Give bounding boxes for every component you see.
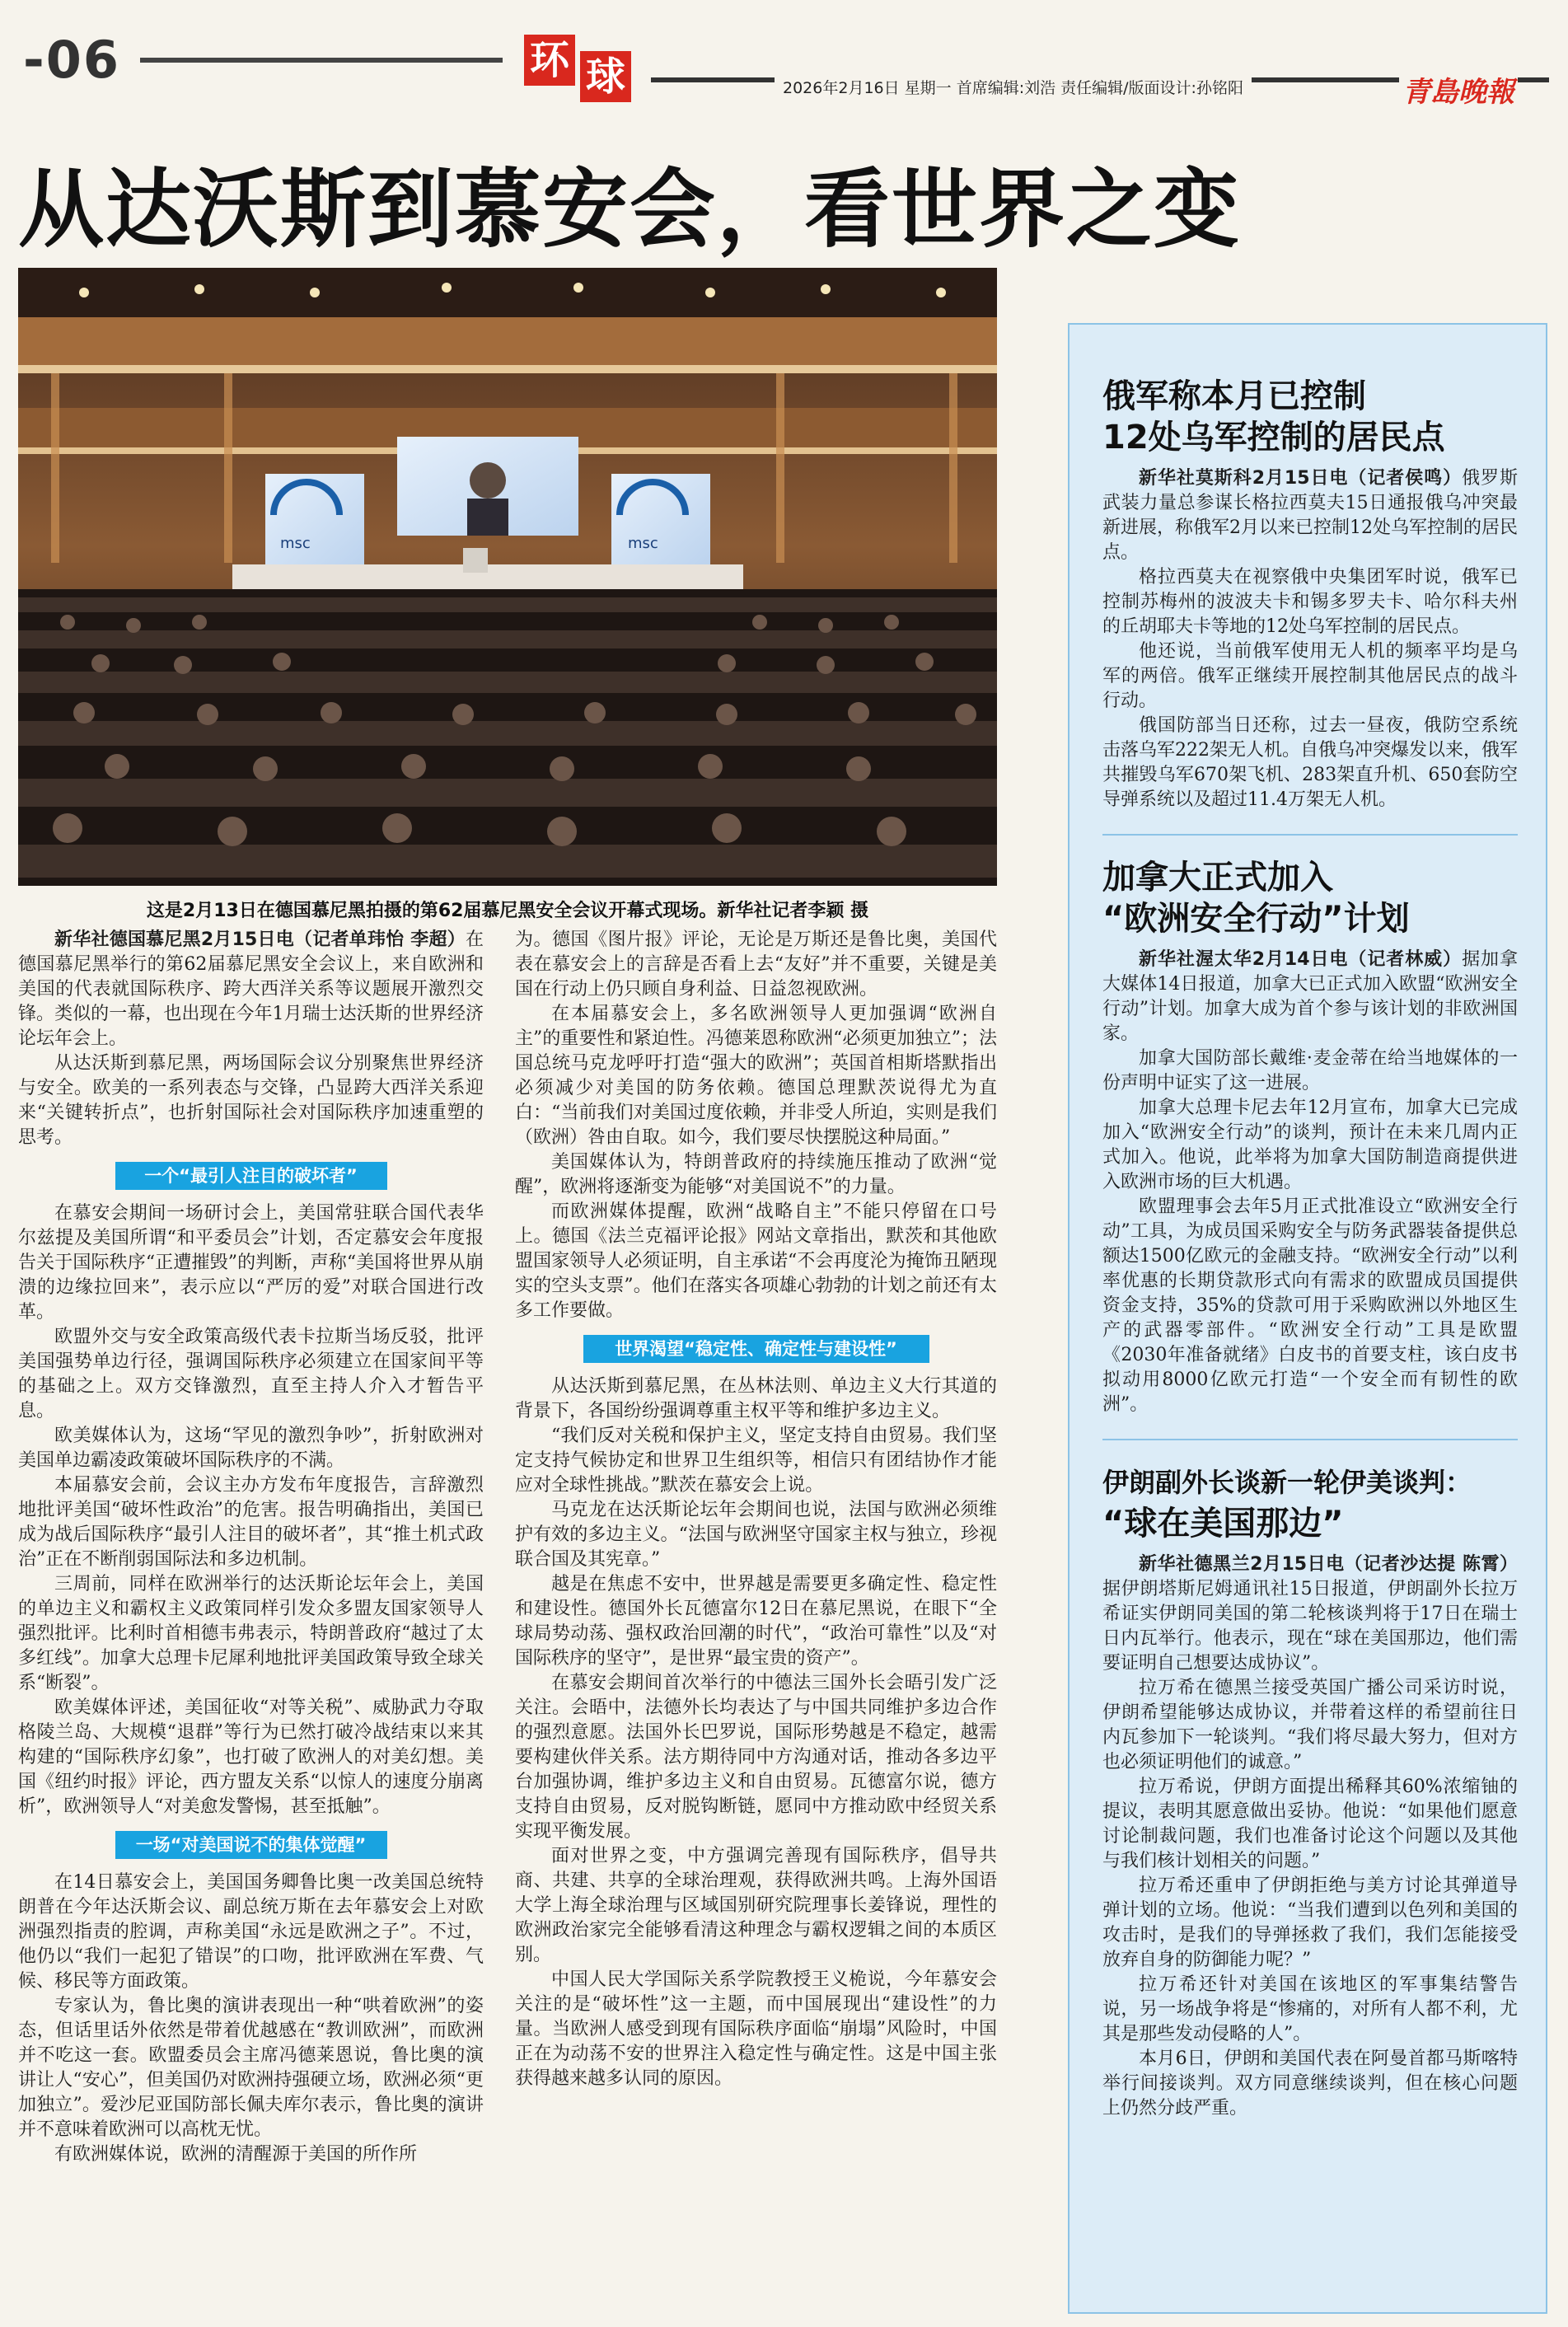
article-para: 越是在焦虑不安中，世界越是需要更多确定性、稳定性和建设性。德国外长瓦德富尔12日在慕尼黑说，在眼下“全球局势动荡、强权政治回潮的时代”，“政治可靠性”以及“对国际秩序的坚守”，是世界“最宝贵的资产”。 [515, 1574, 997, 1669]
masthead-logo: 青島晚報 [1399, 69, 1518, 110]
article-para: 在慕安会期间一场研讨会上，美国常驻联合国代表华尔兹提及美国所谓“和平委员会”计划，否定慕安会年度报告关于国际秩序“正遭摧毁”的判断，声称“美国将世界从崩溃的边缘拉回来”，表示应以“严厉的爱”对联合国进行改革。 [18, 1203, 484, 1323]
story-divider [1102, 834, 1518, 836]
article-para: 马克龙在达沃斯论坛年会期间也说，法国与欧洲必须维护有效的多边主义。“法国与欧洲坚守国家主权与独立，珍视联合国及其宪章。” [515, 1500, 997, 1570]
article-para: 欧美媒体评述，美国征收“对等关税”、威胁武力夺取格陵兰岛、大规模“退群”等行为已然打破冷战结束以来其构建的“国际秩序幻象”，也打破了欧洲人的对美幻想。美国《纽约时报》评论，西方盟友关系“以惊人的速度分崩离析”，欧洲领导人“对美愈发警惕，甚至抵触”。 [18, 1697, 484, 1817]
subheading-3: 世界渴望“稳定性、确定性与建设性” [583, 1335, 929, 1363]
article-para: 面对世界之变，中方强调完善现有国际秩序，倡导共商、共建、共享的全球治理观，获得欧洲共鸣。上海外国语大学上海全球治理与区域国别研究院理事长姜锋说，理性的欧洲政治家完全能够看清这种理念与霸权逻辑之间的本质区别。 [515, 1846, 997, 1965]
photo-caption: 这是2月13日在德国慕尼黑拍摄的第62届慕尼黑安全会议开幕式现场。新华社记者李颖 摄 [146, 901, 869, 921]
article-para: 欧盟外交与安全政策高级代表卡拉斯当场反驳，批评美国强势单边行径，强调国际秩序必须建立在国家间平等的基础之上。双方交锋激烈，直至主持人介入才暂告平息。 [18, 1327, 484, 1421]
article-para: 为。德国《图片报》评论，无论是万斯还是鲁比奥，美国代表在慕安会上的言辞是否看上去“友好”并不重要，关键是美国在行动上仍只顾自身利益、日益忽视欧洲。 [515, 929, 997, 1000]
section-char-1: 环 [524, 35, 575, 86]
page-headline: 从达沃斯到慕安会，看世界之变 [18, 159, 1242, 260]
issue-meta: 2026年2月16日 星期一 首席编辑:刘浩 责任编辑/版面设计:孙铭阳 [775, 76, 1252, 98]
article-para: 专家认为，鲁比奥的演讲表现出一种“哄着欧洲”的姿态，但话里话外依然是带着优越感在“教训欧洲”，而欧洲并不吃这一套。欧盟委员会主席冯德莱恩说，鲁比奥的演讲让人“安心”，但美国仍对欧洲持强硬立场，欧洲必须“更加独立”。爱沙尼亚国防部长佩夫库尔表示，鲁比奥的演讲并不意味着欧洲可以高枕无忧。 [18, 1996, 484, 2140]
story-dateline: 新华社德黑兰2月15日电（记者沙达提 陈霄） [1139, 1554, 1518, 1575]
article-para: 在本届慕安会上，多名欧洲领导人更加强调“欧洲自主”的重要性和紧迫性。冯德莱恩称欧洲“必须更加独立”；法国总统马克龙呼吁打造“强大的欧洲”；英国首相斯塔默指出必须减少对美国的防务依赖。德国总理默茨说得尤为直白：“当前我们对美国过度依赖，并非受人所迫，实则是我们（欧洲）咎由自取。如今，我们要尽快摆脱这种局面。” [515, 1004, 997, 1148]
article-para: 而欧洲媒体提醒，欧洲“战略自主”不能只停留在口号上。德国《法兰克福评论报》网站文章指出，默茨和其他欧盟国家领导人必须证明，自主承诺“不会再度沦为掩饰丑陋现实的空头支票”。他们在落实各项雄心勃勃的计划之前还有太多工作要做。 [515, 1201, 997, 1321]
sidebar-story-russia: 俄军称本月已控制 12处乌军控制的居民点 新华社莫斯科2月15日电（记者侯鸣）俄罗斯武装力量总参谋长格拉西莫夫15日通报俄乌冲突最新进展，称俄军2月以来已控制12处乌军控制的居民点。 格拉西莫夫在视察俄中央集团军时说，俄军已控制苏梅州的波波夫卡和锡多罗夫卡、哈尔科夫州的丘胡耶夫卡等地的12处乌军控制的居民点。 他还说，当前俄军使用无人机的频率平均是乌军的两倍。俄军正继续开展控制其他居民点的战斗行动。 俄国防部当日还称，过去一昼夜，俄防空系统击落乌军222架无人机。自俄乌冲突爆发以来，俄军共摧毁乌军670架飞机、283架直升机、650套防空导弹系统以及超过11.4万架无人机。 [1102, 377, 1518, 810]
article-para: 欧美媒体认为，这场“罕见的激烈争吵”，折射欧洲对美国单边霸凌政策破坏国际秩序的不满。 [18, 1426, 484, 1471]
story-dateline: 新华社渥太华2月14日电（记者林威） [1139, 949, 1463, 970]
screen-logo-left: msc [280, 535, 311, 552]
article-para: 中国人民大学国际关系学院教授王义桅说，今年慕安会关注的是“破坏性”这一主题，而中国展现出“建设性”的力量。当欧洲人感受到现有国际秩序面临“崩塌”风险时，中国正在为动荡不安的世界注入稳定性与确定性。这是中国主张获得越来越多认同的原因。 [515, 1969, 997, 2089]
story-divider [1102, 1439, 1518, 1440]
article-para: 在德国慕尼黑举行的第62届慕尼黑安全会议上，来自欧洲和美国的代表就国际秩序、跨大西洋关系等议题展开激烈交锋。类似的一幕，也出现在今年1月瑞士达沃斯的世界经济论坛年会上。 [18, 929, 484, 1049]
story-title: 俄军称本月已控制 12处乌军控制的居民点 [1102, 377, 1445, 457]
article-para: 有欧洲媒体说，欧洲的清醒源于美国的所作所 [54, 2144, 418, 2165]
subheading-1: 一个“最引人注目的破坏者” [115, 1162, 387, 1190]
sidebar-story-iran: 伊朗副外长谈新一轮伊美谈判： “球在美国那边” 新华社德黑兰2月15日电（记者沙达提 陈霄）据伊朗塔斯尼姆通讯社15日报道，伊朗副外长拉万希证实伊朗同美国的第二轮核谈判将于17日在瑞士日内瓦举行。他表示，现在“球在美国那边，他们需要证明自己想要达成协议”。 拉万希在德黑兰接受英国广播公司采访时说，伊朗希望能够达成协议，并带着这样的希望前往日内瓦参加下一轮谈判。“我们将尽最大努力，但对方也必须证明他们的诚意。” 拉万希说，伊朗方面提出稀释其60%浓缩铀的提议，表明其愿意做出妥协。他说：“如果他们愿意讨论制裁问题，我们也准备讨论这个问题以及其他与我们核计划相关的问题。” 拉万希还重申了伊朗拒绝与美方讨论其弹道导弹计划的立场。他说：“当我们遭到以色列和美国的攻击时，是我们的导弹拯救了我们，我们怎能接受放弃自身的防御能力呢？” 拉万希还针对美国在该地区的军事集结警告说，另一场战争将是“惨痛的，对所有人都不利，尤其是那些发动侵略的人”。 本月6日，伊朗和美国代表在阿曼首都马斯喀特举行间接谈判。双方同意继续谈判，但在核心问题上仍然分歧严重。 [1102, 1462, 1518, 2121]
article-para: “我们反对关税和保护主义，坚定支持自由贸易。我们坚定支持气候协定和世界卫生组织等，相信只有团结协作才能应对全球性挑战。”默茨在慕安会上说。 [515, 1426, 997, 1496]
article-para: 三周前，同样在欧洲举行的达沃斯论坛年会上，美国的单边主义和霸权主义政策同样引发众多盟友国家领导人强烈批评。比利时首相德韦弗表示，特朗普政府“越过了太多红线”。加拿大总理卡尼犀利地批评美国政策导致全球关系“断裂”。 [18, 1574, 484, 1693]
story-dateline: 新华社莫斯科2月15日电（记者侯鸣） [1139, 468, 1463, 489]
story-title: 加拿大正式加入 “欧洲安全行动”计划 [1102, 859, 1410, 938]
article-dateline: 新华社德国慕尼黑2月15日电（记者单玮怡 李超） [54, 929, 466, 950]
subheading-2: 一场“对美国说不的集体觉醒” [115, 1831, 387, 1859]
screen-logo-right: msc [628, 535, 658, 552]
article-para: 从达沃斯到慕尼黑，在丛林法则、单边主义大行其道的背景下，各国纷纷强调尊重主权平等和维护多边主义。 [515, 1376, 997, 1421]
header-rule [140, 58, 503, 63]
article-para: 在慕安会期间首次举行的中德法三国外长会晤引发广泛关注。会晤中，法德外长均表达了与中国共同维护多边合作的强烈意愿。法国外长巴罗说，国际形势越是不稳定，越需要构建伙伴关系。法方期待同中方沟通对话，推动各多边平台加强协调，维护多边主义和自由贸易。瓦德富尔说，德方支持自由贸易，反对脱钩断链，愿同中方推动欧中经贸关系实现平衡发展。 [515, 1673, 997, 1842]
article-para: 在14日慕安会上，美国国务卿鲁比奥一改美国总统特朗普在今年达沃斯会议、副总统万斯在去年慕安会上对欧洲强烈指责的腔调，声称美国“永远是欧洲之子”。不过，他仍以“我们一起犯了错误”的口吻，批评欧洲在军费、气候、移民等方面政策。 [18, 1872, 484, 1992]
section-char-2: 球 [580, 51, 631, 102]
article-para: 本届慕安会前，会议主办方发布年度报告，言辞激烈地批评美国“破坏性政治”的危害。报告明确指出，美国已成为战后国际秩序“最引人注目的破坏者”，其“推土机式政治”正在不断削弱国际法和多边机制。 [18, 1475, 484, 1570]
conference-hall-illustration [18, 268, 997, 886]
article-para: 美国媒体认为，特朗普政府的持续施压推动了欧洲“觉醒”，欧洲将逐渐变为能够“对美国说不”的力量。 [515, 1152, 997, 1197]
article-column-2 [515, 928, 997, 2091]
story-title: 伊朗副外长谈新一轮伊美谈判： “球在美国那边” [1102, 1467, 1472, 1543]
sidebar-story-canada: 加拿大正式加入 “欧洲安全行动”计划 新华社渥太华2月14日电（记者林威）据加拿大媒体14日报道，加拿大已正式加入欧盟“欧洲安全行动”计划。加拿大成为首个参与该计划的非欧洲国家。 加拿大国防部长戴维·麦金蒂在给当地媒体的一份声明中证实了这一进展。 加拿大总理卡尼去年12月宣布，加拿大已完成加入“欧洲安全行动”的谈判，预计在未来几周内正式加入。他说，此举将为加拿大国防制造商提供进入欧洲市场的巨大机遇。 欧盟理事会去年5月正式批准设立“欧洲安全行动”工具，为成员国采购安全与防务武器装备提供总额达1500亿欧元的金融支持。“欧洲安全行动”以利率优惠的长期贷款形式向有需求的欧盟成员国提供资金支持，35%的贷款可用于采购欧洲以外地区生产的武器零部件。“欧洲安全行动”工具是欧盟《2030年准备就绪》白皮书的首要支柱，该白皮书拟动用8000亿欧元打造“一个安全而有韧性的欧洲”。 [1102, 859, 1518, 1415]
news-sidebar [1068, 323, 1547, 2314]
conference-photo [18, 268, 997, 886]
article-para: 从达沃斯到慕尼黑，两场国际会议分别聚焦世界经济与安全。欧美的一系列表态与交锋，凸显跨大西洋关系迎来“关键转折点”，也折射国际社会对国际秩序加速重塑的思考。 [18, 1053, 484, 1148]
page-number: -06 [23, 30, 121, 90]
article-column-1 [18, 928, 484, 2167]
